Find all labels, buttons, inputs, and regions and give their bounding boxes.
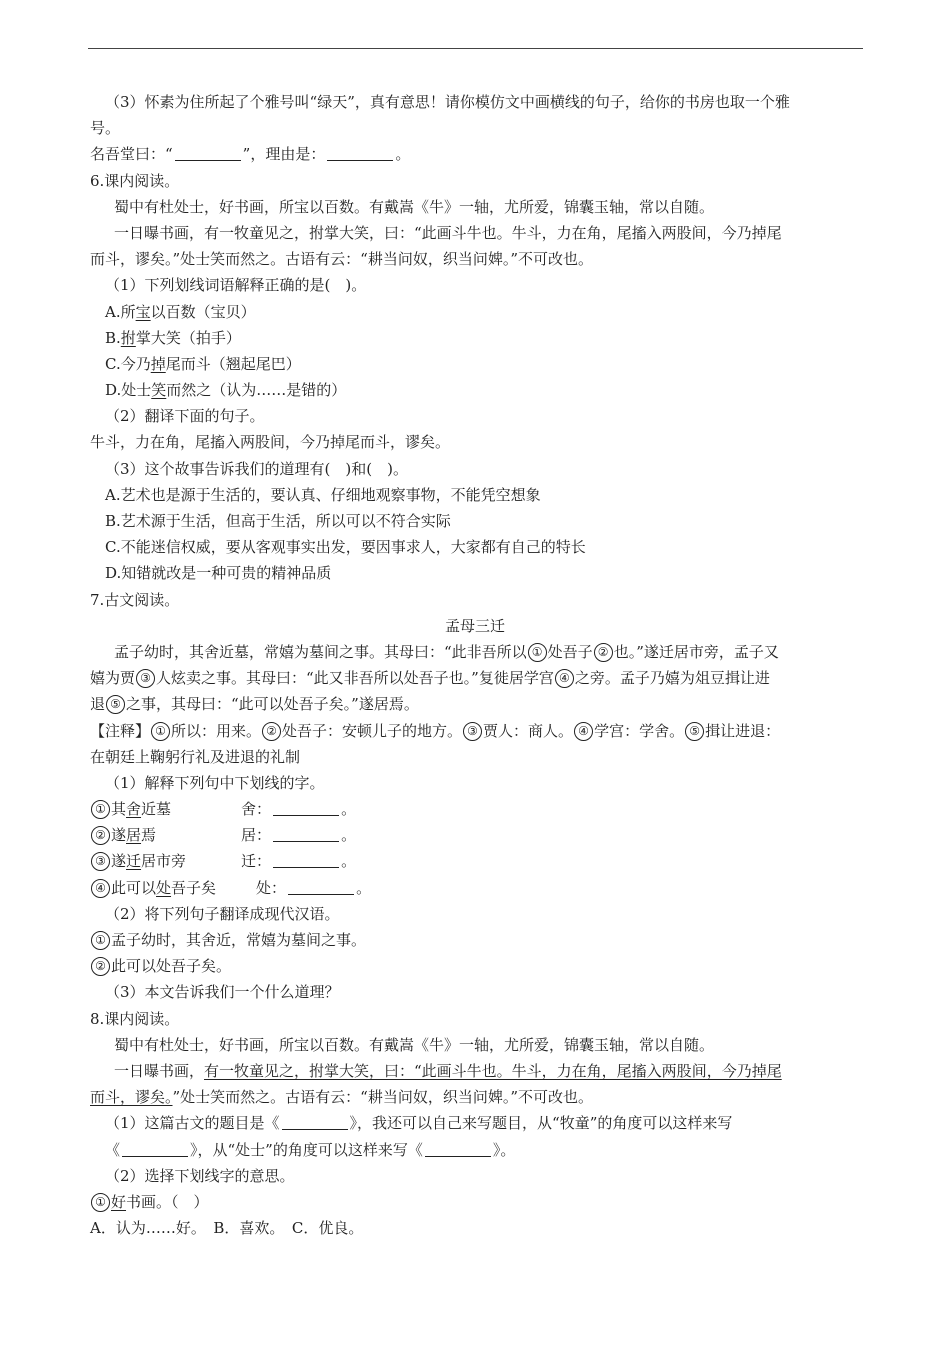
option-text: B. xyxy=(105,328,121,347)
q6-option-b[interactable] xyxy=(90,325,860,351)
trans-text: 此可以处吾子矣。 xyxy=(111,957,232,976)
passage-text: 退 xyxy=(90,695,106,714)
q8-sub1-text: 》，从“处士”的角度可以这样来写《 xyxy=(190,1140,423,1159)
q7-word-item xyxy=(90,875,860,901)
q7-sub2: （2）将下列句子翻译成现代汉语。 xyxy=(105,904,340,923)
note-text: 所以：用来。 xyxy=(171,721,262,740)
note-text: 贾人：商人。 xyxy=(483,721,574,740)
circled-number: ② xyxy=(91,957,110,976)
q8-sub2-options[interactable]: A．认为……好。 B．喜欢。 C．优良。 xyxy=(90,1219,364,1238)
word-end: 。 xyxy=(341,826,357,845)
word-text: 焉 xyxy=(141,826,157,845)
circled-number: ③ xyxy=(463,722,482,741)
q5-fill-b: ”，理由是： xyxy=(242,145,326,164)
q7-notes xyxy=(90,718,860,744)
passage-text: 人炫卖之事。其母曰：“此又非吾所以处吾子也。”复徙居学宫 xyxy=(156,669,554,688)
circled-number: ④ xyxy=(574,722,593,741)
q7-passage-title: 孟母三迁 xyxy=(444,616,505,635)
word-text: 居市旁 xyxy=(141,852,187,871)
q7-word-item xyxy=(90,796,860,822)
word-text: 此可以 xyxy=(111,878,157,897)
q8-heading: 8.课内阅读。 xyxy=(90,1009,180,1028)
circled-number: ⑤ xyxy=(106,695,125,714)
word-text: 近墓 xyxy=(141,800,172,819)
answer-blank[interactable] xyxy=(122,1141,188,1157)
q6-sub3-option-d[interactable]: D.知错就改是一种可贵的精神品质 xyxy=(105,564,332,583)
underlined-word: 笑 xyxy=(151,381,167,400)
q6-sub2: （2）翻译下面的句子。 xyxy=(105,407,265,426)
option-text: 以百数（宝贝） xyxy=(150,302,256,321)
q6-heading: 6.课内阅读。 xyxy=(90,171,180,190)
underlined-sentence: 而斗，谬矣。 xyxy=(90,1088,173,1107)
q7-passage-line xyxy=(90,665,860,691)
q5-fill-c: 。 xyxy=(395,145,411,164)
underlined-word: 处 xyxy=(156,878,172,897)
option-text: C.今乃 xyxy=(105,354,151,373)
q7-word-item xyxy=(90,848,860,874)
q5-fill-line xyxy=(90,141,860,167)
underlined-word: 宝 xyxy=(135,302,151,321)
word-end: 。 xyxy=(356,878,372,897)
note-text: 学宫：学舍。 xyxy=(594,721,685,740)
answer-blank[interactable] xyxy=(273,826,339,842)
circled-number: ① xyxy=(151,722,170,741)
underlined-word: 掉 xyxy=(150,354,166,373)
note-text: 处吾子：安顿儿子的地方。 xyxy=(282,721,463,740)
underlined-word: 舍 xyxy=(126,800,142,819)
q8-sub1 xyxy=(90,1110,860,1136)
word-key: 舍： xyxy=(241,800,272,819)
q7-word-item xyxy=(90,822,860,848)
q6-text-line: 蜀中有杜处士，好书画，所宝以百数。有戴嵩《牛》一轴，尤所爱，锦囊玉轴，常以自随。 xyxy=(114,197,715,216)
header-rule xyxy=(88,48,863,49)
word-end: 。 xyxy=(341,852,357,871)
q7-trans-item xyxy=(90,927,860,953)
q6-sub3: （3）这个故事告诉我们的道理有( )和( )。 xyxy=(105,459,408,478)
word-end: 。 xyxy=(341,800,357,819)
q8-sub1-text: 》，我还可以自己来写题目，从“牧童”的角度可以这样来写 xyxy=(349,1114,733,1133)
q6-option-c[interactable] xyxy=(90,351,860,377)
option-text: 掌大笑（拍手） xyxy=(135,328,241,347)
q8-sub1-text: 》。 xyxy=(492,1140,516,1159)
word-text: 其 xyxy=(111,800,127,819)
q8-sub1-cont xyxy=(90,1137,860,1163)
passage-text: 孟子幼时，其舍近墓，常嬉为墓间之事。其母曰：“此非吾所以 xyxy=(114,642,527,661)
q6-option-a[interactable] xyxy=(90,299,860,325)
q7-heading: 7.古文阅读。 xyxy=(90,590,180,609)
q7-passage-line xyxy=(90,691,860,717)
passage-text: 也。”遂迁居市旁，孟子又 xyxy=(613,642,779,661)
option-text: A.所 xyxy=(105,302,136,321)
q5-part3-line2: 号。 xyxy=(90,119,121,138)
q7-sub3: （3）本文告诉我们一个什么道理？ xyxy=(105,983,340,1002)
document-body xyxy=(90,89,860,1241)
q8-sub2: （2）选择下划线字的意思。 xyxy=(105,1166,295,1185)
q8-text-line xyxy=(90,1058,860,1084)
answer-blank[interactable] xyxy=(425,1141,491,1157)
underlined-word: 好 xyxy=(111,1192,127,1211)
passage-text: 嬉为贾 xyxy=(90,669,136,688)
circled-number: ① xyxy=(91,931,110,950)
circled-number: ④ xyxy=(91,879,110,898)
passage-text: 之事，其母曰：“此可以处吾子矣。”遂居焉。 xyxy=(126,695,419,714)
answer-blank[interactable] xyxy=(273,800,339,816)
option-text: 尾而斗（翘起尾巴） xyxy=(165,354,301,373)
q7-sub1: （1）解释下列句中下划线的字。 xyxy=(105,773,325,792)
answer-blank[interactable] xyxy=(288,879,354,895)
passage-text: 处吾子 xyxy=(547,642,593,661)
answer-blank[interactable] xyxy=(175,145,241,161)
underlined-word: 拊 xyxy=(120,328,136,347)
option-text: 而然之（认为……是错的） xyxy=(166,381,347,400)
q8-sub1-text: （1）这篇古文的题目是《 xyxy=(105,1114,280,1133)
circled-number: ② xyxy=(594,643,613,662)
circled-number: ① xyxy=(91,800,110,819)
q6-sub3-option-b[interactable]: B.艺术源于生活，但高于生活，所以可以不符合实际 xyxy=(105,512,451,530)
option-text: D.处士 xyxy=(105,381,152,400)
q7-trans-item xyxy=(90,953,860,979)
underlined-word: 迁 xyxy=(126,852,142,871)
q8-sub2-item xyxy=(90,1189,860,1215)
q6-text-line: 而斗，谬矣。”处士笑而然之。古语有云：“耕当问奴，织当问婢。”不可改也。 xyxy=(90,250,594,269)
answer-blank[interactable] xyxy=(273,852,339,868)
q5-part3-line1: （3）怀素为住所起了个雅号叫“绿天”，真有意思！请你模仿文中画横线的句子，给你的书房也取一个雅 xyxy=(105,93,790,111)
circled-number: ① xyxy=(528,643,547,662)
trans-text: 孟子幼时，其舍近，常嬉为墓间之事。 xyxy=(111,931,367,949)
item-text: 书画。（ ） xyxy=(126,1192,209,1211)
word-text: 吾子矣 xyxy=(171,878,217,897)
notes-label: 【注释】 xyxy=(90,721,151,740)
note-text: 揖让进退： xyxy=(705,721,781,740)
word-key: 迁： xyxy=(241,852,272,871)
q6-sub1: （1）下列划线词语解释正确的是( )。 xyxy=(105,276,367,295)
word-key: 处： xyxy=(256,878,287,897)
circled-number: ⑤ xyxy=(685,722,704,741)
word-key: 居： xyxy=(241,826,272,845)
q6-sub2-sentence: 牛斗，力在角，尾搐入两股间，今乃掉尾而斗，谬矣。 xyxy=(90,433,451,452)
circled-number: ① xyxy=(91,1193,110,1212)
q8-text-line xyxy=(90,1084,860,1110)
answer-blank[interactable] xyxy=(282,1114,348,1130)
passage-text: 之旁。孟子乃嬉为俎豆揖让进 xyxy=(574,669,770,688)
underlined-sentence: 有一牧童见之，拊掌大笑，曰：“此画斗牛也。牛斗，力在角，尾搐入两股间，今乃掉尾 xyxy=(204,1061,782,1080)
answer-blank[interactable] xyxy=(327,145,393,161)
circled-number: ② xyxy=(262,722,281,741)
q7-notes-line2: 在朝廷上鞠躬行礼及进退的礼制 xyxy=(90,747,301,766)
word-text: 遂 xyxy=(111,852,127,871)
q6-option-d[interactable] xyxy=(90,377,860,403)
passage-text: ”处士笑而然之。古语有云：“耕当问奴，织当问婢。”不可改也。 xyxy=(172,1088,594,1107)
q6-sub3-option-a[interactable]: A.艺术也是源于生活的，要认真、仔细地观察事物，不能凭空想象 xyxy=(105,485,541,504)
q5-fill-a: 名吾堂曰：“ xyxy=(90,145,173,164)
q8-text-line: 蜀中有杜处士，好书画，所宝以百数。有戴嵩《牛》一轴，尤所爱，锦囊玉轴，常以自随。 xyxy=(114,1035,715,1054)
circled-number: ③ xyxy=(91,852,110,871)
underlined-word: 居 xyxy=(126,826,142,845)
passage-text: 一日曝书画， xyxy=(114,1061,205,1080)
q6-text-line: 一日曝书画，有一牧童见之，拊掌大笑，曰：“此画斗牛也。牛斗，力在角，尾搐入两股间，今乃掉尾 xyxy=(114,223,782,242)
word-text: 遂 xyxy=(111,826,127,845)
circled-number: ③ xyxy=(136,669,155,688)
q7-passage-line xyxy=(90,639,860,665)
q6-sub3-option-c[interactable]: C.不能迷信权威，要从客观事实出发，要因事求人，大家都有自己的特长 xyxy=(105,538,586,557)
q8-sub1-text: 《 xyxy=(105,1140,121,1159)
circled-number: ④ xyxy=(555,669,574,688)
circled-number: ② xyxy=(91,826,110,845)
